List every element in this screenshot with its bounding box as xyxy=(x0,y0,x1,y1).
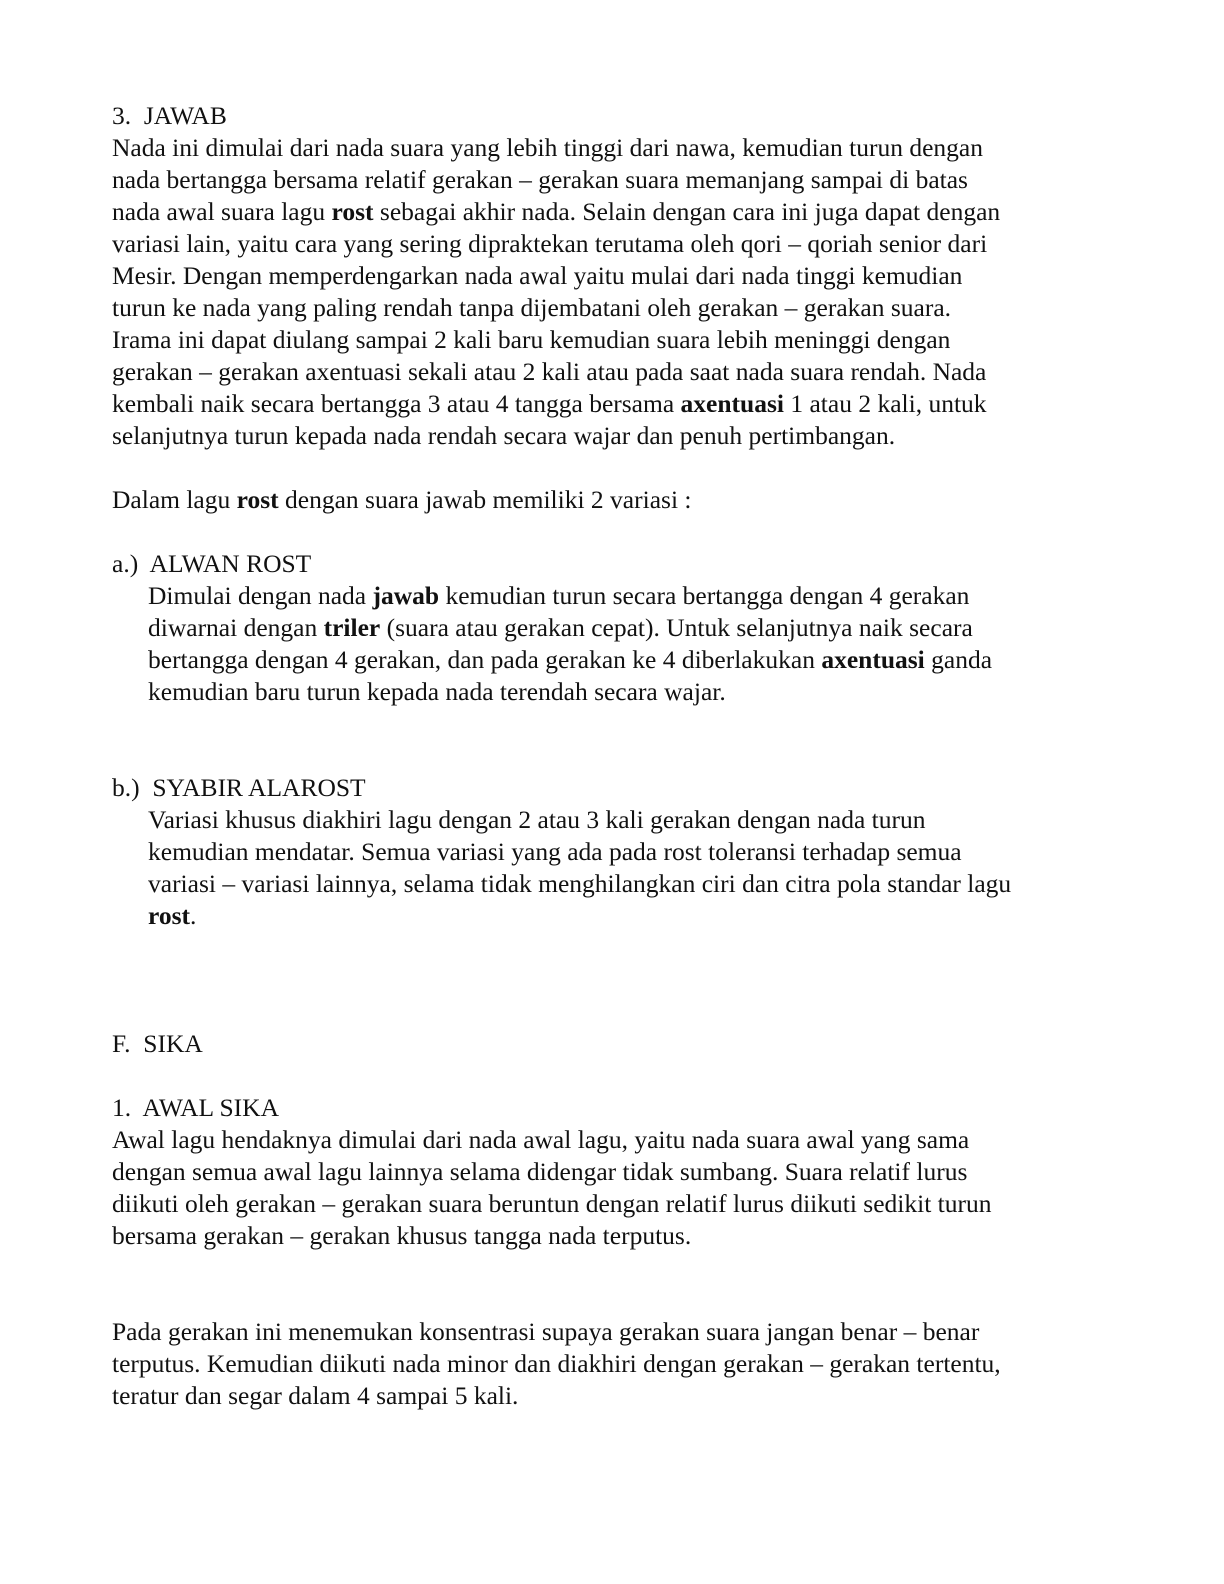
bold-term: rost xyxy=(148,901,191,930)
bold-term: rost xyxy=(331,197,374,226)
text-line: kemudian baru turun kepada nada terendah secara wajar. xyxy=(148,677,726,706)
text-line: Pada gerakan ini menemukan konsentrasi supaya gerakan suara jangan benar – benar xyxy=(112,1317,980,1346)
text-line: teratur dan segar dalam 4 sampai 5 kali. xyxy=(112,1381,519,1410)
text-line: bertangga dengan 4 gerakan, dan pada gerakan ke 4 diberlakukan axentuasi ganda xyxy=(148,645,993,674)
text-line: Dalam lagu rost dengan suara jawab memiliki 2 variasi : xyxy=(112,485,692,514)
text-line: variasi lain, yaitu cara yang sering dipraktekan terutama oleh qori – qoriah senior dari xyxy=(112,229,988,258)
text-line: Dimulai dengan nada jawab kemudian turun secara bertangga dengan 4 gerakan xyxy=(148,581,970,610)
text-line: Awal lagu hendaknya dimulai dari nada awal lagu, yaitu nada suara awal yang sama xyxy=(112,1125,970,1154)
jawab-paragraph-2 xyxy=(112,484,1102,516)
awal-sika-paragraph-1 xyxy=(112,1124,1102,1252)
awal-sika-heading-number: 1. xyxy=(112,1093,132,1122)
text-line: dengan semua awal lagu lainnya selama didengar tidak sumbang. Suara relatif lurus xyxy=(112,1157,968,1186)
text-line: nada awal suara lagu rost sebagai akhir nada. Selain dengan cara ini juga dapat dengan xyxy=(112,197,1001,226)
document-page xyxy=(112,100,1102,1412)
text-line: kembali naik secara bertangga 3 atau 4 tangga bersama axentuasi 1 atau 2 kali, untuk xyxy=(112,389,987,418)
sika-heading xyxy=(112,1028,1102,1060)
bold-term: axentuasi xyxy=(821,645,925,674)
text-line: variasi – variasi lainnya, selama tidak menghilangkan ciri dan citra pola standar lagu xyxy=(148,869,1012,898)
jawab-heading-number: 3. xyxy=(112,101,132,130)
jawab-heading-title: JAWAB xyxy=(143,101,227,130)
bold-term: jawab xyxy=(372,581,440,610)
bold-term: triler xyxy=(323,613,381,642)
text-line: gerakan – gerakan axentuasi sekali atau 2 kali atau pada saat nada suara rendah. Nada xyxy=(112,357,987,386)
jawab-paragraph-1 xyxy=(112,132,1102,452)
text-line: Nada ini dimulai dari nada suara yang lebih tinggi dari nawa, kemudian turun dengan xyxy=(112,133,983,162)
variation-a-heading xyxy=(112,548,1102,580)
text-line: turun ke nada yang paling rendah tanpa dijembatani oleh gerakan – gerakan suara. xyxy=(112,293,952,322)
variation-b-heading xyxy=(112,772,1102,804)
text-line: bersama gerakan – gerakan khusus tangga nada terputus. xyxy=(112,1221,692,1250)
bold-term: rost xyxy=(236,485,279,514)
awal-sika-heading-title: AWAL SIKA xyxy=(142,1093,280,1122)
text-line: kemudian mendatar. Semua variasi yang ada pada rost toleransi terhadap semua xyxy=(148,837,962,866)
text-line: terputus. Kemudian diikuti nada minor dan diakhiri dengan gerakan – gerakan tertentu, xyxy=(112,1349,1001,1378)
text-line: diikuti oleh gerakan – gerakan suara beruntun dengan relatif lurus diikuti sedikit turun xyxy=(112,1189,992,1218)
text-line: rost. xyxy=(148,901,197,930)
text-line: selanjutnya turun kepada nada rendah secara wajar dan penuh pertimbangan. xyxy=(112,421,896,450)
jawab-heading xyxy=(112,100,1102,132)
variation-a-marker: a.) xyxy=(112,549,139,578)
variation-b-marker: b.) xyxy=(112,773,140,802)
text-line: Mesir. Dengan memperdengarkan nada awal yaitu mulai dari nada tinggi kemudian xyxy=(112,261,963,290)
text-line: Irama ini dapat diulang sampai 2 kali baru kemudian suara lebih meninggi dengan xyxy=(112,325,951,354)
sika-heading-title: SIKA xyxy=(143,1029,203,1058)
awal-sika-paragraph-2 xyxy=(112,1316,1102,1412)
variation-b-title: SYABIR ALAROST xyxy=(152,773,366,802)
text-line: diwarnai dengan triler (suara atau gerakan cepat). Untuk selanjutnya naik secara xyxy=(148,613,973,642)
variation-a-paragraph xyxy=(112,580,1102,708)
text-line: nada bertangga bersama relatif gerakan – gerakan suara memanjang sampai di batas xyxy=(112,165,968,194)
awal-sika-heading xyxy=(112,1092,1102,1124)
variation-a-title: ALWAN ROST xyxy=(149,549,312,578)
text-line: Variasi khusus diakhiri lagu dengan 2 atau 3 kali gerakan dengan nada turun xyxy=(148,805,926,834)
bold-term: axentuasi xyxy=(680,389,784,418)
variation-b-paragraph xyxy=(112,804,1102,932)
sika-heading-number: F. xyxy=(112,1029,131,1058)
